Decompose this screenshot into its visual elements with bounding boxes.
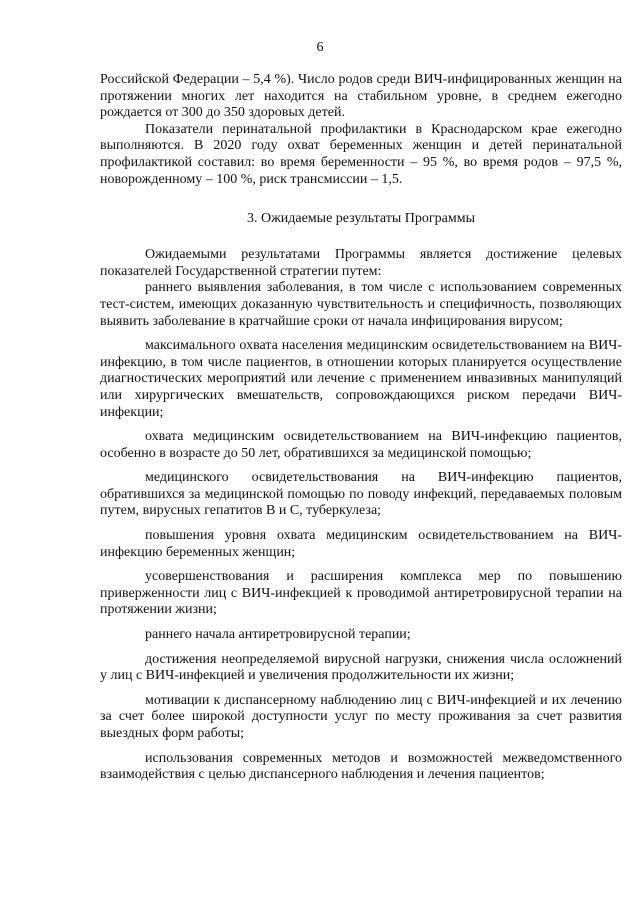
list-item-pregnant-coverage: повышения уровня охвата медицинским освидетельствованием на ВИЧ-инфекцию беременных женщин; [100,528,622,560]
list-item-coverage-under-50: охвата медицинским освидетельствованием на ВИЧ-инфекцию пациентов, особенно в возрасте до 50 лет, обратившихся за медицинской помощью; [100,429,622,461]
list-item-interagency: использования современных методов и возможностей межведомственного взаимодействия с целью диспансерного наблюдения и лечения пациентов; [100,750,622,783]
list-item-early-detection: раннего выявления заболевания, в том числе с использованием современных тест-систем, имеющих доказанную чувствительность и специфичность, позволяющих выявить заболевание в кратчайшие сроки от начала инфицирования вирусом; [100,280,622,329]
list-item-max-coverage: максимального охвата населения медицинским освидетельствованием на ВИЧ-инфекцию, в том числе пациентов, в отношении которых планируется осуществление диагностических мероприятий или лечение с применением инвазивных манипуляций или хирургических вмешательств, сопровождающихся риском передачи ВИЧ-инфекции; [100,338,622,420]
list-item-adherence: усовершенствования и расширения комплекса мер по повышению приверженности лиц с ВИЧ-инфекцией к проводимой антиретровирусной терапии на протяжении жизни; [100,569,622,618]
document-body [100,72,622,784]
paragraph-intro: Ожидаемыми результатами Программы является достижение целевых показателей Государственной стратегии путем: [100,247,622,279]
list-item-early-art: раннего начала антиретровирусной терапии; [145,627,411,643]
section-heading: 3. Ожидаемые результаты Программы [246,211,475,227]
list-item-viral-load: достижения неопределяемой вирусной нагрузки, снижения числа осложнений у лиц с ВИЧ-инфекцией и увеличения продолжительности их жизни; [100,651,622,684]
paragraph-perinatal-indicators: Показатели перинатальной профилактики в Краснодарском крае ежегодно выполняются. В 2020 году охват беременных женщин и детей перинатальной профилактикой составил: во время беременности – 95 %, во время родов – 97,5 %, новорожденному – 100 %, риск трансмиссии – 1,5. [100,121,622,187]
paragraph-continuation: Российской Федерации – 5,4 %). Число родов среди ВИЧ-инфицированных женщин на протяжении многих лет находится на стабильном уровне, в среднем ежегодно рождается от 300 до 350 здоровых детей. [100,72,622,121]
list-item-motivation: мотивации к диспансерному наблюдению лиц с ВИЧ-инфекцией и их лечению за счет более широкой доступности услуг по месту проживания за счет развития выездных форм работы; [100,692,622,741]
page-number: 6 [316,40,324,55]
list-item-sti-testing: медицинского освидетельствования на ВИЧ-инфекцию пациентов, обратившихся за медицинской помощью по поводу инфекций, передаваемых половым путем, вирусных гепатитов В и С, туберкулеза; [100,470,622,519]
